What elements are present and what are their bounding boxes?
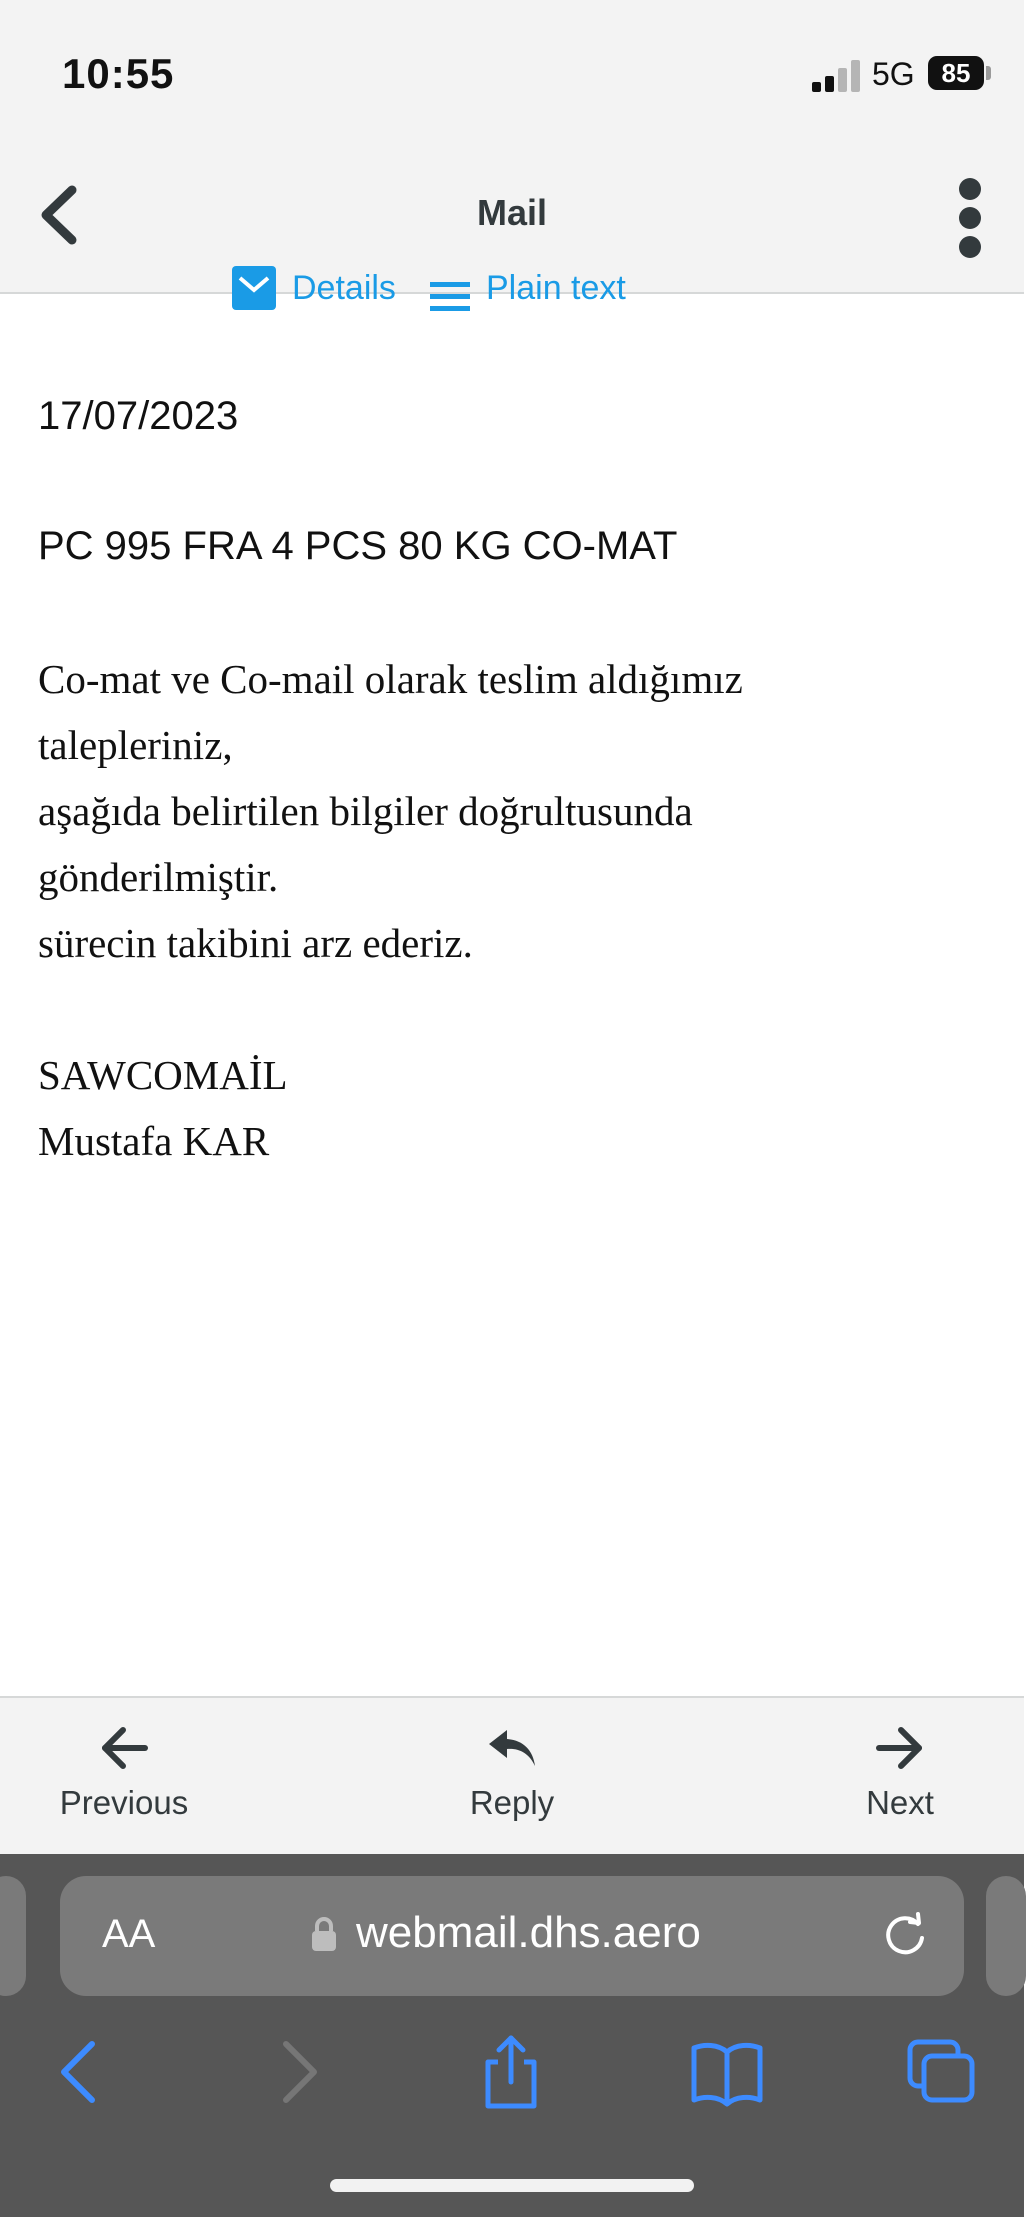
plain-text-button[interactable] — [430, 266, 626, 310]
body-line: talepleriniz, — [38, 722, 233, 768]
lock-icon — [310, 1916, 338, 1952]
more-dot-icon — [959, 236, 981, 258]
bottom-nav — [0, 1696, 1024, 1854]
mail-toolbar — [0, 266, 1024, 316]
share-icon[interactable] — [466, 2032, 556, 2112]
body-spacer — [38, 976, 978, 1042]
home-indicator — [330, 2179, 694, 2192]
reader-options-button[interactable]: AA — [102, 1912, 156, 1956]
body-line: Co-mat ve Co-mail olarak teslim aldığımız — [38, 656, 743, 702]
forward-arrow-icon[interactable] — [254, 2032, 344, 2112]
back-arrow-icon[interactable] — [34, 2032, 124, 2112]
signature-line: SAWCOMAİL — [38, 1052, 288, 1098]
more-dot-icon — [959, 178, 981, 200]
body-line: gönderilmiştir. — [38, 854, 279, 900]
battery-tip — [986, 66, 991, 80]
body-line: aşağıda belirtilen bilgiler doğrultusunda — [38, 788, 693, 834]
reply-label: Reply — [469, 1784, 555, 1821]
address-bar[interactable] — [60, 1876, 964, 1996]
reload-icon[interactable] — [878, 1908, 932, 1962]
bookmarks-icon[interactable] — [682, 2032, 772, 2112]
mail-date: 17/07/2023 — [38, 394, 239, 438]
browser-toolbar — [0, 1854, 1024, 2217]
mail-content — [0, 268, 1024, 1696]
next-button[interactable] — [800, 1726, 1000, 1822]
reply-button[interactable] — [412, 1726, 612, 1822]
next-label: Next — [866, 1784, 934, 1821]
url-text: webmail.dhs.aero — [356, 1908, 701, 1957]
mail-subject: PC 995 FRA 4 PCS 80 KG CO-MAT — [38, 524, 678, 568]
network-type: 5G — [872, 56, 915, 92]
signal-strength-icon — [810, 58, 862, 92]
body-line: sürecin takibini arz ederiz. — [38, 920, 473, 966]
tabs-icon[interactable] — [896, 2032, 986, 2112]
arrow-left-icon — [99, 1726, 149, 1770]
plain-text-label: Plain text — [486, 268, 626, 307]
battery-indicator: 85 — [928, 56, 984, 90]
more-options-button[interactable] — [950, 178, 990, 258]
lines-icon — [430, 266, 470, 310]
envelope-icon — [232, 266, 276, 310]
reply-arrow-icon — [485, 1726, 539, 1770]
previous-button[interactable] — [24, 1726, 224, 1822]
previous-label: Previous — [59, 1784, 189, 1821]
arrow-right-icon — [875, 1726, 925, 1770]
mail-body — [38, 646, 978, 1174]
details-button[interactable] — [232, 266, 396, 310]
more-dot-icon — [959, 207, 981, 229]
status-bar — [0, 0, 1024, 130]
previous-tab-peek[interactable] — [0, 1876, 26, 1996]
details-label: Details — [292, 268, 396, 307]
page-title: Mail — [476, 192, 547, 233]
status-time: 10:55 — [62, 50, 175, 97]
signature-line: Mustafa KAR — [38, 1118, 270, 1164]
next-tab-peek[interactable] — [986, 1876, 1026, 1996]
